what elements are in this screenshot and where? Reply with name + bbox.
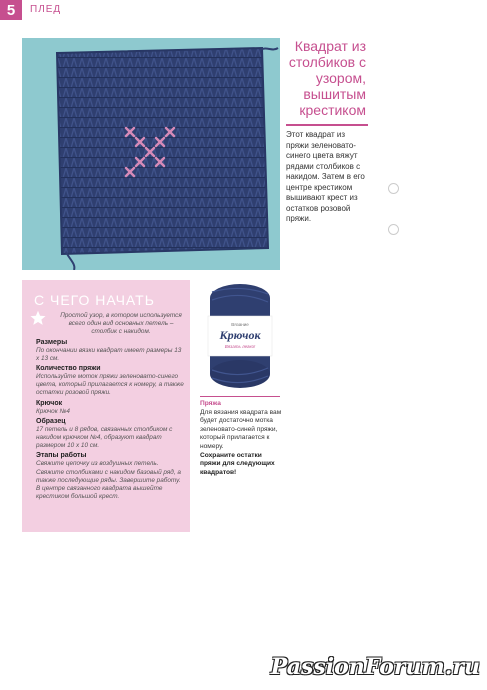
yarn-caption-title: Пряжа [200,400,221,407]
yarn-caption-divider [200,396,280,397]
how-to-start-body [36,312,186,501]
headline-divider [286,124,368,126]
section-heading-yarn-amount: Количество пряжи [36,365,101,373]
section-text-gauge: 17 петель и 8 рядов, связанных столбиком с накидом крючком №4, образуют квадрат размером 10 х 10 см. [36,425,173,450]
section-text-steps: Свяжите цепочку из воздушных петель. Свяжите столбиками с накидом базовый ряд, а также последующие ряды. Завершите работу. В центре связанного квадрата вышейте крестиком большой крест. [36,460,181,501]
margin-dot [388,224,399,235]
page-number: 5 [0,0,22,20]
how-to-start-title: С ЧЕГО НАЧАТЬ [34,292,155,308]
section-heading-size: Размеры [36,338,68,346]
how-to-start-box [22,280,190,532]
article-intro: Этот квадрат из пряжи зеленовато-синего цвета вяжут рядами столбиков с накидом. Затем в его центре крестиком вышивают крест из остатков розовой пряжи. [286,130,365,223]
article-headline: Квадрат из столбиков с узором, вышитым крестиком [288,38,366,118]
yarn-skein-photo [200,280,280,392]
yarn-label-sub: Вязать легко! [224,344,256,349]
section-text-yarn-amount: Используйте моток пряжи зеленовато-синего цвета, который прилагается к номеру, а также остатки розовой пряжи. [36,373,184,397]
section-title: ПЛЕД [30,4,62,15]
section-heading-gauge: Образец [36,417,66,425]
yarn-caption-note: Сохраните остатки пряжи для следующих квадратов! [200,451,275,476]
section-heading-hook: Крючок [36,399,63,407]
crochet-square-photo [22,38,280,270]
section-text-size: По окончании вязки квадрат имеет размеры 13 х 13 см. [36,346,182,362]
watermark: PassionForum.ru [270,654,480,680]
yarn-caption [200,400,282,477]
section-heading-steps: Этапы работы [36,452,87,460]
yarn-caption-text: Для вязания квадрата вам будет достаточно мотка зеленовато-синей пряжи, который прилагается к номеру. [200,408,282,450]
section-text-hook: Крючок №4 [36,407,70,415]
yarn-label-brand: Крючок [219,328,261,342]
yarn-label-small: Вязание [231,322,249,327]
how-to-start-intro: Простой узор, в котором используется всего один вид основных петель – столбик с накидом. [60,312,182,336]
margin-dot [388,183,399,194]
